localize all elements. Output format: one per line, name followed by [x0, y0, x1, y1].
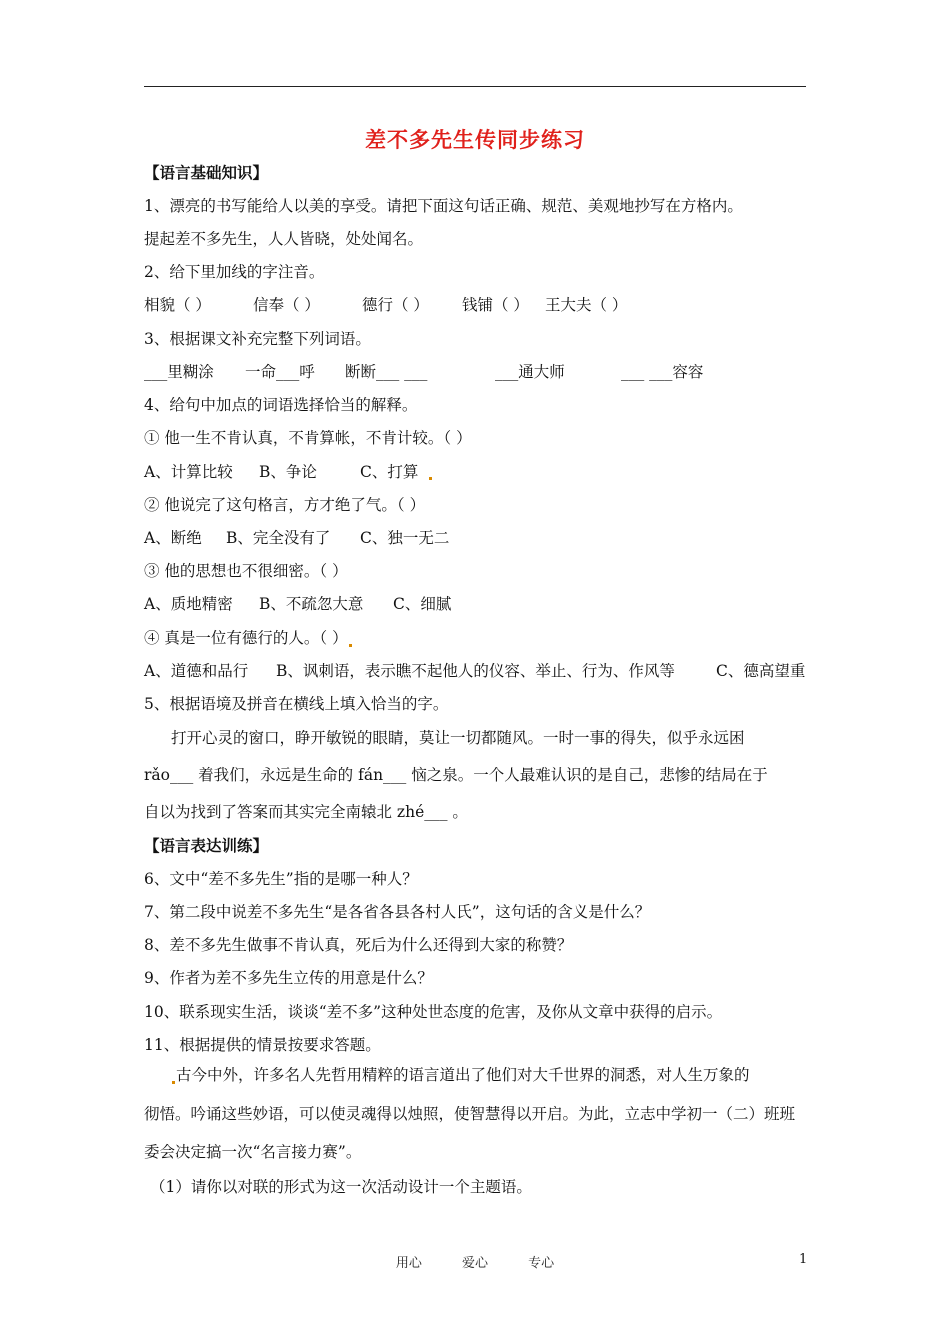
q11-passage-line-3: 委会决定搞一次“名言接力赛”。 [144, 1143, 362, 1161]
mark-dot [349, 644, 352, 647]
q2-item: 德行（ ） [362, 296, 429, 314]
option: A、道德和品行 [144, 662, 249, 680]
q2-item: 王大夫（ ） [545, 296, 628, 314]
section-basic-knowledge: 【语言基础知识】 [144, 163, 269, 182]
q2-prompt: 2、给下里加线的字注音。 [144, 263, 325, 281]
mark-dot [172, 1081, 175, 1084]
q3-item: ___里糊涂 [144, 363, 214, 381]
q6: 6、文中“差不多先生”指的是哪一种人？ [144, 870, 418, 888]
header-rule [144, 86, 806, 87]
q5-prompt: 5、根据语境及拼音在横线上填入恰当的字。 [144, 695, 449, 713]
q3-prompt: 3、根据课文补充完整下列词语。 [144, 330, 371, 348]
q4-sentence-4 [144, 631, 353, 647]
option: B、完全没有了 [226, 529, 331, 547]
q9: 9、作者为差不多先生立传的用意是什么？ [144, 969, 433, 987]
q3-item: 一命___呼 [245, 363, 315, 381]
mark-dot [429, 477, 432, 480]
q3-item: ___通大师 [495, 363, 565, 381]
q11-sub-question-1: （1）请你以对联的形式为这一次活动设计一个主题语。 [150, 1178, 532, 1196]
option: B、不疏忽大意 [259, 595, 364, 613]
q5-passage-line-1: 打开心灵的窗口，睁开敏锐的眼睛，莫让一切都随风。一时一事的得失，似乎永远困 [171, 729, 745, 747]
footer-item: 专心 [528, 1256, 555, 1271]
q5-passage-line-2: rǎo___ 着我们，永远是生命的 fán___ 恼之泉。一个人最难认识的是自己，悲惨的结局在于 [144, 766, 768, 784]
q10: 10、联系现实生活，谈谈“差不多”这种处世态度的危害，及你从文章中获得的启示。 [144, 1003, 723, 1021]
sentence-text: ④ 真是一位有德行的人。（ ） [144, 629, 348, 647]
q11-passage-line-2: 彻悟。吟诵这些妙语，可以使灵魂得以烛照，使智慧得以开启。为此，立志中学初一（二）班班 [144, 1105, 796, 1123]
option: C、独一无二 [360, 529, 450, 547]
q4-prompt: 4、给句中加点的词语选择恰当的解释。 [144, 396, 418, 414]
q5-passage-line-3: 自以为找到了答案而其实完全南辕北 zhé___ 。 [144, 803, 468, 821]
footer-item: 爱心 [461, 1256, 488, 1271]
q3-item: ___ ___容容 [621, 363, 704, 381]
q2-item: 相貌（ ） [144, 296, 211, 314]
q11-prompt: 11、根据提供的情景按要求答题。 [144, 1036, 381, 1054]
option: C、细腻 [393, 595, 452, 613]
q8: 8、差不多先生做事不肯认真，死后为什么还得到大家的称赞？ [144, 936, 573, 954]
q4-sentence-2: ② 他说完了这句格言，方才绝了气。（ ） [144, 496, 426, 514]
q3-item: 断断___ ___ [345, 363, 428, 381]
option: A、质地精密 [144, 595, 233, 613]
q2-item: 信奉（ ） [253, 296, 320, 314]
option: A、计算比较 [144, 463, 233, 481]
q2-item: 钱铺（ ） [462, 296, 529, 314]
q1-prompt: 1、漂亮的书写能给人以美的享受。请把下面这句话正确、规范、美观地抄写在方格内。 [144, 197, 743, 215]
q7: 7、第二段中说差不多先生“是各省各县各村人氏”，这句话的含义是什么？ [144, 903, 651, 921]
option: A、断绝 [144, 529, 202, 547]
page-number: 1 [799, 1252, 808, 1267]
option: C、德高望重 [716, 662, 806, 680]
option: B、讽刺语，表示瞧不起他人的仪容、举止、行为、作风等 [276, 662, 675, 680]
q11-passage-line-1 [171, 1068, 750, 1084]
page-title: 差不多先生传同步练习 [365, 127, 585, 152]
q4-sentence-1: ① 他一生不肯认真，不肯算帐，不肯计较。（ ） [144, 429, 472, 447]
section-expression-training: 【语言表达训练】 [144, 836, 269, 855]
q1-text: 提起差不多先生，人人皆晓，处处闻名。 [144, 230, 424, 248]
q4-sentence-3: ③ 他的思想也不很细密。（ ） [144, 562, 348, 580]
footer-item: 用心 [395, 1256, 422, 1271]
page-footer [0, 1252, 950, 1271]
option: B、争论 [259, 463, 317, 481]
option: C、打算 [360, 463, 419, 481]
passage-text: 古今中外，许多名人先哲用精粹的语言道出了他们对大千世界的洞悉，对人生万象的 [176, 1066, 750, 1084]
